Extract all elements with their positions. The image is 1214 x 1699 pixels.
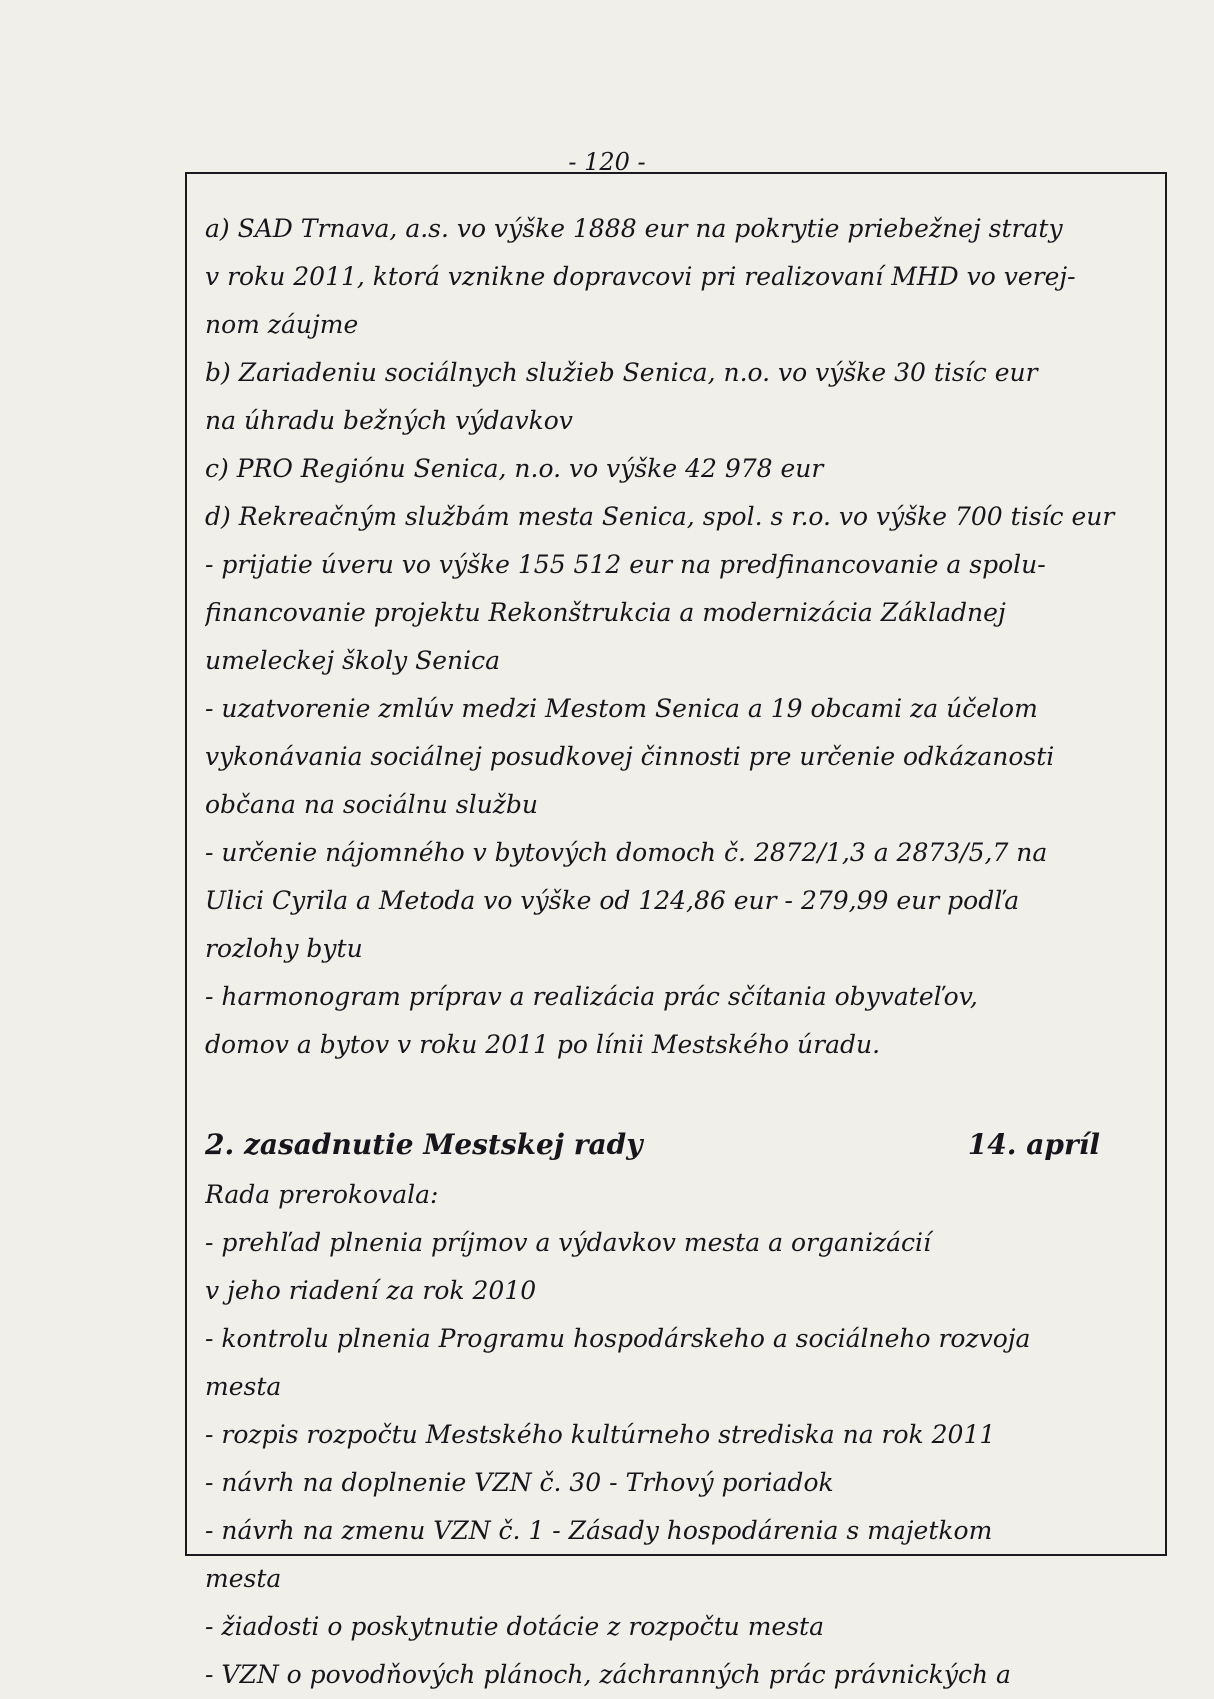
- heading-title: 2. zasadnutie Mestskej rady: [205, 1128, 643, 1161]
- text-line: v jeho riadení za rok 2010: [205, 1276, 537, 1305]
- text-line: umeleckej školy Senica: [205, 646, 501, 675]
- text-line: občana na sociálnu službu: [205, 790, 538, 819]
- text-line: rozlohy bytu: [205, 934, 363, 963]
- text-line: Rada prerokovala:: [205, 1180, 439, 1209]
- text-line: a) SAD Trnava, a.s. vo výške 1888 eur na pokrytie priebežnej straty: [205, 214, 1063, 243]
- text-line: d) Rekreačným službám mesta Senica, spol. s r.o. vo výške 700 tisíc eur: [205, 502, 1115, 531]
- text-line: domov a bytov v roku 2011 po línii Mestského úradu.: [205, 1030, 881, 1059]
- text-line: - VZN o povodňových plánoch, záchranných prác právnických a: [205, 1660, 1011, 1689]
- text-line: - žiadosti o poskytnutie dotácie z rozpočtu mesta: [205, 1612, 824, 1641]
- section-a-list: [205, 205, 1155, 1069]
- text-line: - prehľad plnenia príjmov a výdavkov mesta a organizácií: [205, 1228, 932, 1257]
- text-line: Ulici Cyrila a Metoda vo výške od 124,86 eur - 279,99 eur podľa: [205, 886, 1020, 915]
- text-line: v roku 2011, ktorá vznikne dopravcovi pri realizovaní MHD vo verej-: [205, 262, 1076, 291]
- heading-date: 14. apríl: [967, 1128, 1100, 1161]
- text-line: - uzatvorenie zmlúv medzi Mestom Senica a 19 obcami za účelom: [205, 694, 1038, 723]
- section-spacer: [205, 1069, 1155, 1119]
- text-line: - kontrolu plnenia Programu hospodárskeho a sociálneho rozvoja: [205, 1324, 1031, 1353]
- text-line: nom záujme: [205, 310, 359, 339]
- section-heading: [205, 1119, 1155, 1171]
- text-line: na úhradu bežných výdavkov: [205, 406, 573, 435]
- text-line: financovanie projektu Rekonštrukcia a modernizácia Základnej: [205, 598, 1006, 627]
- text-line: - rozpis rozpočtu Mestského kultúrneho strediska na rok 2011: [205, 1420, 996, 1449]
- section-2: [205, 1119, 1155, 1699]
- text-line: - prijatie úveru vo výške 155 512 eur na predfinancovanie a spolu-: [205, 550, 1046, 579]
- text-line: - harmonogram príprav a realizácia prác sčítania obyvateľov,: [205, 982, 978, 1011]
- page-number: - 120 -: [568, 148, 646, 176]
- text-line: mesta: [205, 1372, 282, 1401]
- text-line: vykonávania sociálnej posudkovej činnosti pre určenie odkázanosti: [205, 742, 1055, 771]
- text-line: - určenie nájomného v bytových domoch č. 2872/1,3 a 2873/5,7 na: [205, 838, 1048, 867]
- text-line: - návrh na doplnenie VZN č. 30 - Trhový poriadok: [205, 1468, 834, 1497]
- text-line: mesta: [205, 1564, 282, 1593]
- text-line: b) Zariadeniu sociálnych služieb Senica, n.o. vo výške 30 tisíc eur: [205, 358, 1038, 387]
- text-line: - návrh na zmenu VZN č. 1 - Zásady hospodárenia s majetkom: [205, 1516, 993, 1545]
- handwritten-content: [205, 205, 1155, 1699]
- text-line: c) PRO Regiónu Senica, n.o. vo výške 42 978 eur: [205, 454, 824, 483]
